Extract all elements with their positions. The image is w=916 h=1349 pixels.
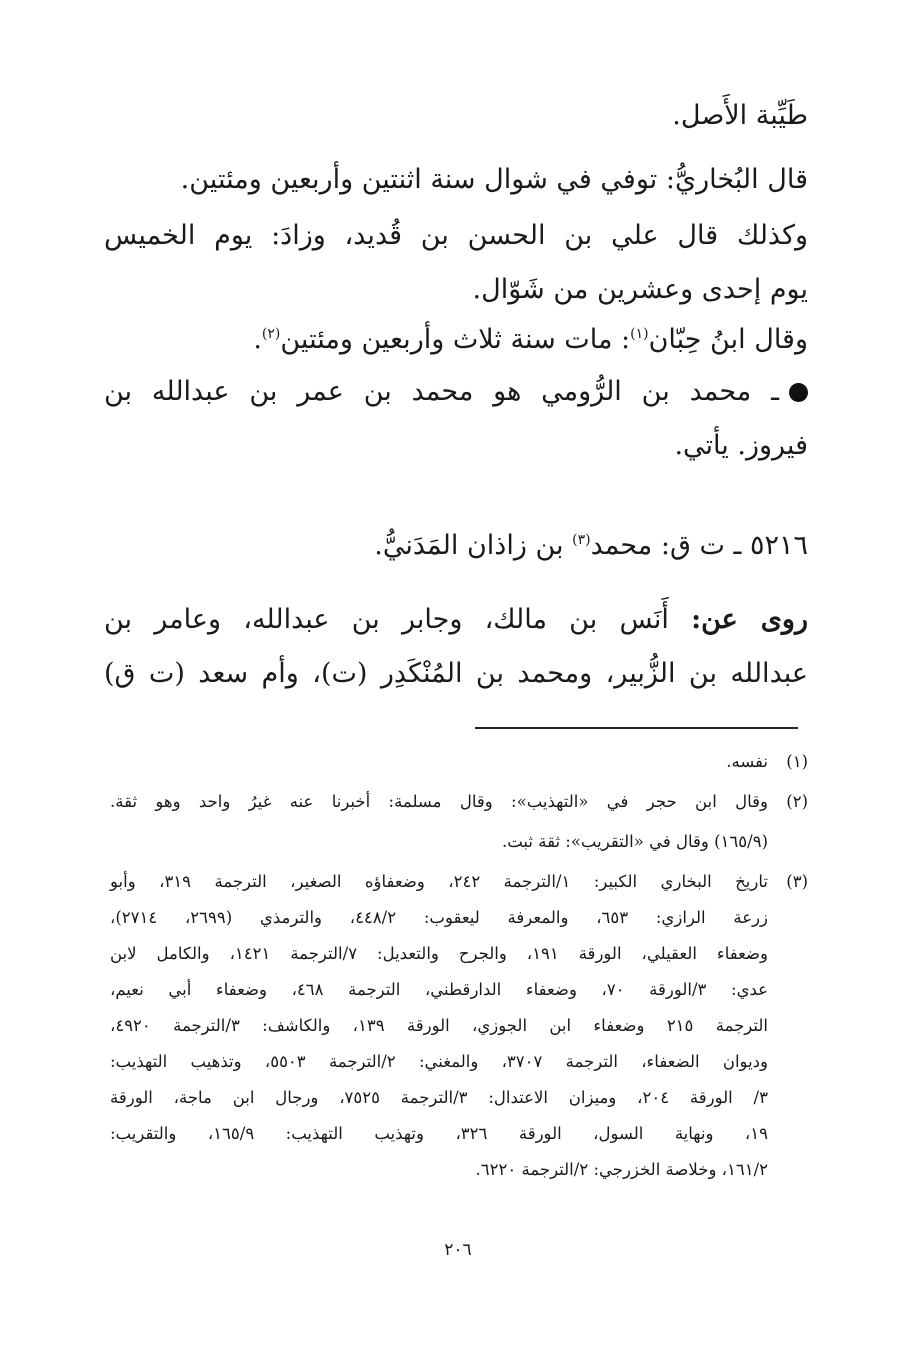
footnote-3-line-5: الترجمة ٢١٥ وضعفاء ابن الجوزي، الورقة ١٣٩، والكاشف: ٣/الترجمة ٤٩٢٠، — [110, 1016, 769, 1035]
page-number: ٢٠٦ — [444, 1240, 472, 1260]
footnote-ref-2: (٢) — [261, 326, 281, 342]
entry-line-1-rest: أَنَس بن مالك، وجابر بن عبدالله، وعامر بن — [104, 604, 669, 635]
footnote-1-text: نفسه. — [726, 752, 768, 771]
footnote-3-line-9: ١٦١/٢، وخلاصة الخزرجي: ٢/الترجمة ٦٢٢٠. — [475, 1160, 768, 1179]
footnote-3-line-1: تاريخ البخاري الكبير: ١/الترجمة ٢٤٢، وضعفاؤه الصغير، الترجمة ٣١٩، وأبو — [110, 872, 768, 891]
body-line-5-a: وقال ابنُ حِبّان — [648, 324, 808, 355]
footnote-ref-1: (١) — [630, 326, 649, 342]
body-line-6: ـ محمد بن الرُّومي هو محمد بن عمر بن عبدالله بن — [104, 374, 808, 410]
entry-line-1 — [104, 602, 808, 638]
footnote-3-line-4: عدي: ٣/الورقة ٧٠، وضعفاء الدارقطني، الترجمة ٤٦٨، وضعفاء أبي نعيم، — [110, 980, 768, 999]
entry-number: ٥٢١٦ ـ ت ق: محمد — [590, 530, 808, 561]
footnote-3-number: (٣) — [786, 872, 808, 891]
body-line-7: فيروز. يأتي. — [674, 430, 808, 461]
footnote-2-line-1: وقال ابن حجر في «التهذيب»: وقال مسلمة: أخبرنا عنه غيرُ واحد وهو ثقة. — [110, 792, 768, 811]
footnote-separator — [475, 727, 798, 729]
footnote-3-line-7: ٣/ الورقة ٢٠٤، وميزان الاعتدال: ٣/الترجمة ٧٥٢٥، ورجال ابن ماجة، الورقة — [110, 1088, 768, 1107]
narrated-label: روى عن: — [691, 604, 808, 635]
footnote-3-line-8: ١٩، ونهاية السول، الورقة ٣٢٦، وتهذيب التهذيب: ١٦٥/٩، والتقريب: — [110, 1124, 768, 1143]
bullet-icon — [789, 383, 808, 402]
footnote-3-line-3: وضعفاء العقيلي، الورقة ١٩١، والجرح والتعديل: ٧/الترجمة ١٤٢١، والكامل لابن — [110, 944, 769, 963]
body-line-3: وكذلك قال علي بن الحسن بن قُديد، وزادَ: يوم الخميس — [104, 220, 808, 251]
footnote-ref-3: (٣) — [572, 532, 591, 548]
footnote-1-number: (١) — [786, 752, 808, 771]
footnote-3-line-6: وديوان الضعفاء، الترجمة ٣٧٠٧، والمغني: ٢/الترجمة ٥٥٠٣، وتذهيب التهذيب: — [110, 1052, 768, 1071]
body-line-2: قال البُخاريُّ: توفي في شوال سنة اثنتين وأربعين ومئتين. — [180, 164, 808, 195]
entry-name: بن زاذان المَدَنيُّ. — [374, 530, 564, 561]
entry-line-2: عبدالله بن الزُّبير، ومحمد بن المُنْكَدِر (ت)، وأم سعد (ت ق) — [104, 658, 808, 689]
entry-heading — [374, 528, 808, 564]
body-line-4: يوم إحدى وعشرين من شَوّال. — [472, 274, 808, 305]
body-line-1: طَيِّبة الأَصل. — [672, 100, 808, 131]
footnote-2-number: (٢) — [786, 792, 808, 811]
body-line-5: وقال ابنُ حِبّان$^{(١)}$: مات سنة ثلاث وأربعين ومئتين$^{(٢)}$. — [253, 324, 808, 355]
body-line-5-b: : مات سنة ثلاث وأربعين ومئتين — [280, 324, 631, 355]
footnote-3-line-2: زرعة الرازي: ٦٥٣، والمعرفة ليعقوب: ٤٤٨/٢، والترمذي (٢٦٩٩، ٢٧١٤)، — [110, 908, 768, 927]
footnote-2-line-2: (١٦٥/٩) وقال في «التقريب»: ثقة ثبت. — [501, 832, 768, 851]
